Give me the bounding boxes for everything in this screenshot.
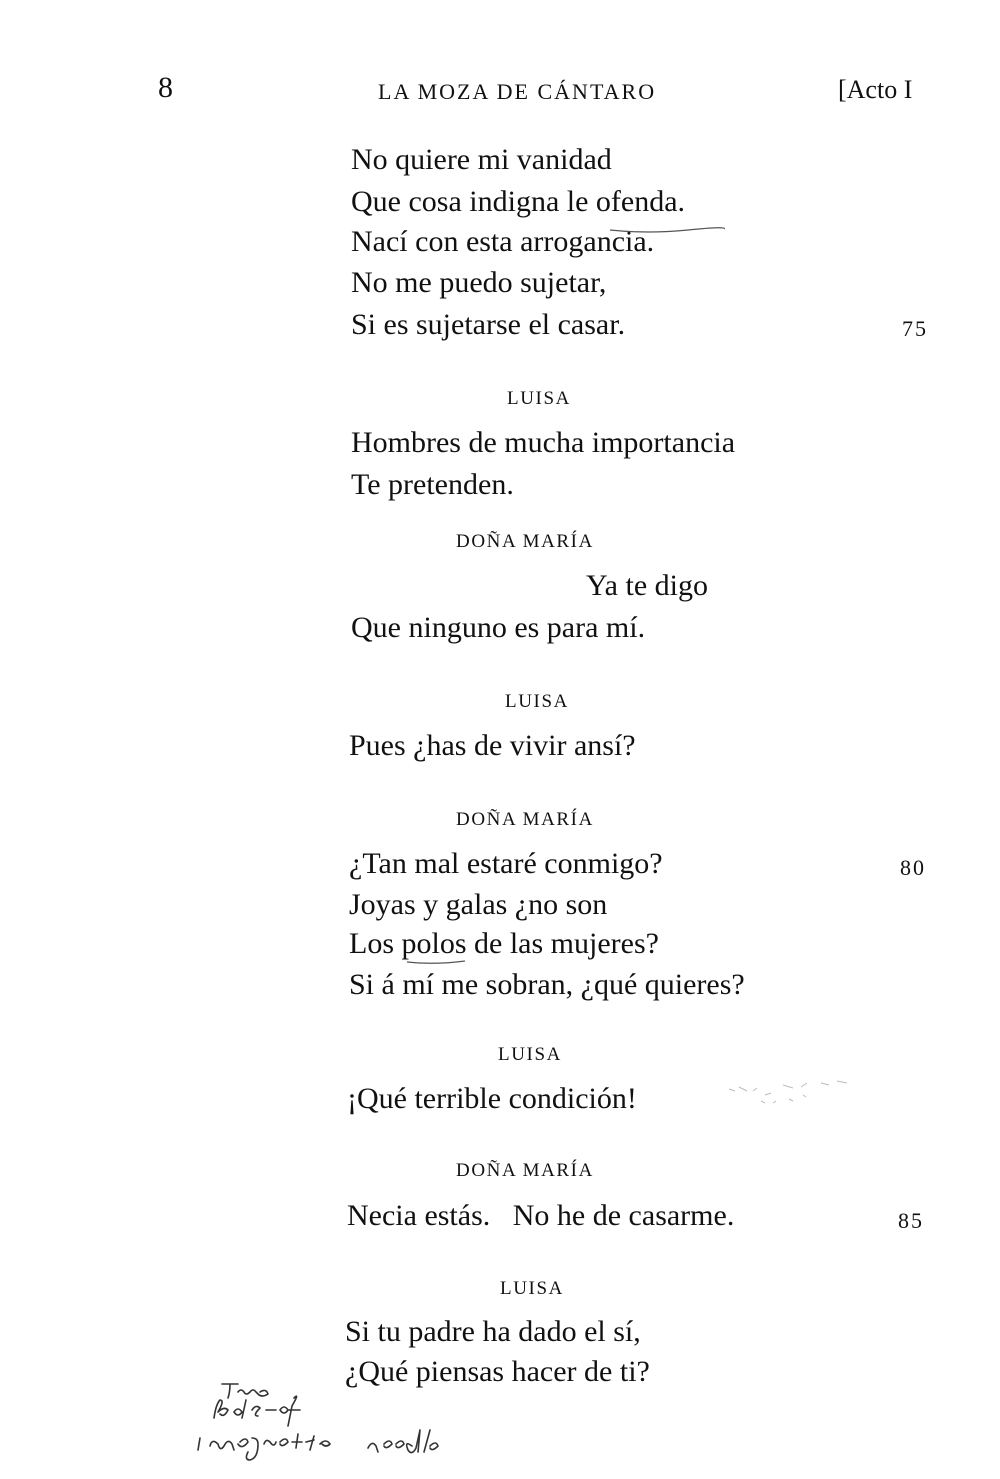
verse-line: Los polos de las mujeres? <box>349 927 659 960</box>
speaker-name: LUISA <box>507 388 571 409</box>
verse-line: Necia estás. No he de casarme. <box>347 1199 735 1232</box>
verse-line: Te pretenden. <box>351 468 514 501</box>
verse-line: Si es sujetarse el casar. <box>351 308 626 341</box>
verse-line: Ya te digo <box>586 569 708 602</box>
speaker-name: DOÑA MARÍA <box>456 531 594 552</box>
page-number: 8 <box>158 71 173 104</box>
speaker-name: DOÑA MARÍA <box>456 1160 594 1181</box>
speaker-name: LUISA <box>498 1044 562 1065</box>
verse-line: Nací con esta arrogancia. <box>351 225 655 258</box>
verse-line: Joyas y galas ¿no son <box>349 888 608 921</box>
line-number: 85 <box>898 1208 924 1233</box>
pencil-smudge <box>725 1077 855 1113</box>
speaker-name: LUISA <box>505 691 569 712</box>
line-number: 80 <box>900 855 926 880</box>
verse-line: ¡Qué terrible condición! <box>347 1082 637 1115</box>
verse-line: Pues ¿has de vivir ansí? <box>349 729 636 762</box>
verse-line: Si á mí me sobran, ¿qué quieres? <box>349 968 745 1001</box>
speaker-name: LUISA <box>500 1278 564 1299</box>
verse-line: No me puedo sujetar, <box>351 266 607 299</box>
running-title: LA MOZA DE CÁNTARO <box>378 79 657 104</box>
act-label: [Acto I <box>838 75 913 104</box>
verse-line: Si tu padre ha dado el sí, <box>345 1315 641 1348</box>
verse-line: Que ninguno es para mí. <box>351 611 646 644</box>
pencil-underline <box>405 958 467 966</box>
handwritten-note <box>188 1378 478 1470</box>
pencil-underline <box>608 225 726 235</box>
verse-line: ¿Tan mal estaré conmigo? <box>349 847 663 880</box>
verse-line: ¿Qué piensas hacer de ti? <box>345 1355 650 1388</box>
verse-line: Hombres de mucha importancia <box>351 426 736 459</box>
speaker-name: DOÑA MARÍA <box>456 809 594 830</box>
verse-line: No quiere mi vanidad <box>351 143 612 176</box>
verse-line: Que cosa indigna le ofenda. <box>351 185 686 218</box>
line-number: 75 <box>902 316 928 341</box>
